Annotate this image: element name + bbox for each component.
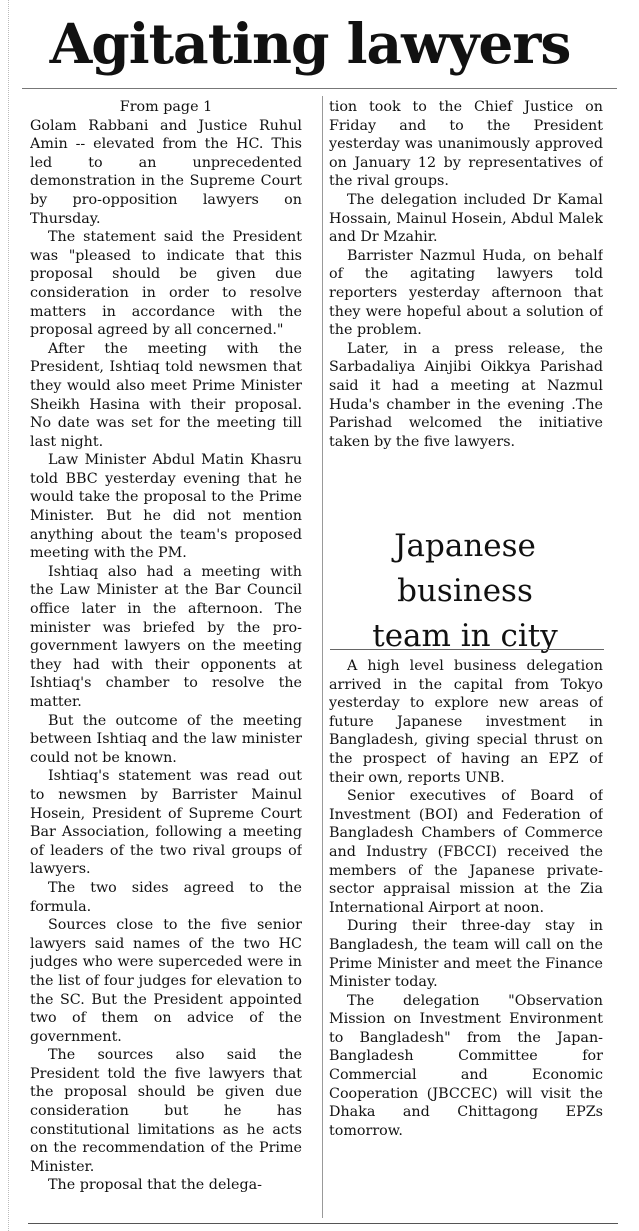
article-paragraph: After the meeting with the President, Ishtiaq told newsmen that they would also meet Prime Minister Sheikh Hasina with their proposal. No date was set for the meeting till last night. bbox=[30, 340, 302, 450]
article-paragraph: Later, in a press release, the Sarbadaliya Ainjibi Oikkya Parishad said it had a meeting at Nazmul Huda's chamber in the evening .The Parishad welcomed the initiative taken by the five lawyers. bbox=[329, 340, 603, 450]
jump-line: From page 1 bbox=[119, 99, 213, 115]
article-paragraph: Ishtiaq's statement was read out to newsmen by Barrister Mainul Hosein, President of Supreme Court Bar Association, following a meeting of leaders of the two rival groups of lawyers. bbox=[30, 768, 302, 878]
headline-line: business bbox=[397, 573, 533, 609]
article-paragraph: Ishtiaq also had a meeting with the Law Minister at the Bar Council office later in the afternoon. The minister was briefed by the pro-government lawyers on the meeting they had with their opponents at Ishtiaq's chamber to resolve the matter. bbox=[30, 563, 302, 710]
left-column bbox=[30, 98, 302, 1228]
article-paragraph: The delegation included Dr Kamal Hossain, Mainul Hosein, Abdul Malek and Dr Mzahir. bbox=[329, 191, 603, 246]
article-paragraph: Sources close to the five senior lawyers said names of the two HC judges who were superceded were in the list of four judges for elevation to the SC. But the President appointed two of them on advice of the government. bbox=[30, 917, 302, 1045]
second-story-rule bbox=[330, 649, 604, 650]
article-paragraph: The sources also said the President told the five lawyers that the proposal should be given due consideration but he has constitutional limitations as he acts on the recommendation of the Prime Minister. bbox=[30, 1047, 302, 1175]
page-edge bbox=[0, 0, 9, 1231]
headline-line: Japanese bbox=[394, 528, 536, 564]
main-headline: Agitating lawyers bbox=[49, 11, 571, 76]
continued-paragraph: tion took to the Chief Justice on Friday and to the President yesterday was unanimously approved on January 12 by representatives of the rival groups. bbox=[329, 99, 603, 190]
article-paragraph: Law Minister Abdul Matin Khasru told BBC yesterday evening that he would take the proposal to the Prime Minister. But he did not mention anything about the team's proposed meeting with the PM. bbox=[30, 452, 302, 562]
article-paragraph: Barrister Nazmul Huda, on behalf of the agitating lawyers told reporters yesterday afternoon that they were hopeful about a solution of the problem. bbox=[329, 247, 603, 339]
article-paragraph: During their three-day stay in Bangladesh, the team will call on the Prime Minister and meet the Finance Minister today. bbox=[329, 918, 603, 991]
page-bottom-rule bbox=[28, 1223, 618, 1224]
right-column-continued bbox=[329, 98, 603, 498]
headline-rule bbox=[22, 88, 617, 89]
article-paragraph: The two sides agreed to the formula. bbox=[30, 879, 302, 915]
article-paragraph: Golam Rabbani and Justice Ruhul Amin -- elevated from the HC. This led to an unprecedented demonstration in the Supreme Court by pro-opposition lawyers on Thursday. bbox=[30, 117, 302, 227]
column-divider bbox=[322, 96, 323, 1218]
article-paragraph: The proposal that the delega- bbox=[48, 1177, 262, 1194]
second-story-headline bbox=[330, 524, 600, 659]
article-paragraph: The delegation "Observation Mission on Investment Environment to Bangladesh" from the Japan-Bangladesh Committee for Commercial and Economic Cooperation (JBCCEC) will visit the Dhaka and Chittagong EPZs tomorrow. bbox=[329, 992, 603, 1139]
article-paragraph: But the outcome of the meeting between Ishtiaq and the law minister could not be known. bbox=[30, 712, 302, 766]
second-story-body bbox=[329, 657, 603, 1212]
headline-line: team in city bbox=[372, 618, 558, 654]
article-paragraph: The statement said the President was "pleased to indicate that this proposal should be given due consideration in order to resolve matters in accordance with the proposal agreed by all concerned." bbox=[30, 229, 302, 339]
article-paragraph: Senior executives of Board of Investment (BOI) and Federation of Bangladesh Chambers of Commerce and Industry (FBCCI) received the members of the Japanese private-sector appraisal mission at the Zia International Airport at noon. bbox=[329, 788, 603, 916]
article-paragraph: A high level business delegation arrived in the capital from Tokyo yesterday to explore new areas of future Japanese investment in Bangladesh, giving special thrust on the prospect of having an EPZ of their own, reports UNB. bbox=[329, 658, 603, 786]
